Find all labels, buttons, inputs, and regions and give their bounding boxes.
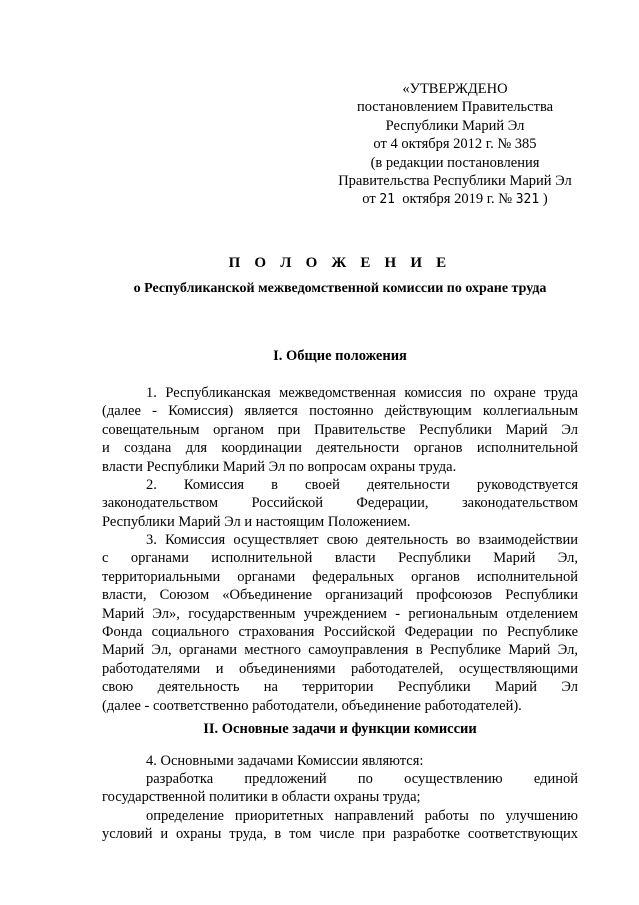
text-line: Фонда социального страхования Российской Федерации по Республике <box>102 624 578 641</box>
approval-line: постановлением Правительства <box>356 99 554 116</box>
text-line: 4. Основными задачами Комиссии являются: <box>146 753 424 769</box>
paragraph-1 <box>102 384 578 476</box>
text-line: и создана для координации деятельности органов исполнительной <box>102 440 578 457</box>
text-line: власти, Союзом «Объединение организаций профсоюзов Республики <box>102 587 578 604</box>
document-title: П О Л О Ж Е Н И Е <box>228 255 452 271</box>
amendment-day: 21 <box>379 192 395 208</box>
section-heading-2: II. Основные задачи и функции комиссии <box>203 721 477 737</box>
approval-line: Республики Марий Эл <box>385 117 525 134</box>
text-line: условий и охраны труда, в том числе при разработке соответствующих <box>102 826 578 843</box>
text-line: разработка предложений по осуществлению единой <box>146 771 578 787</box>
section-heading-1: I. Общие положения <box>273 348 407 364</box>
paragraph-5 <box>102 770 578 807</box>
text-line: (далее - соответственно работодатели, объединение работодателей). <box>102 697 522 714</box>
amendment-suffix: ) <box>542 191 548 208</box>
amendment-middle: октября 2019 г. № <box>402 191 513 208</box>
text-line: Марий Эл, органами местного самоуправления в Республике Марий Эл, <box>102 642 578 659</box>
text-line: власти Республики Марий Эл по вопросам охраны труда. <box>102 458 457 475</box>
amendment-number: 321 <box>515 192 540 208</box>
text-line: совещательным органом при Правительстве Республики Марий Эл <box>102 421 578 438</box>
approval-line: Правительства Республики Марий Эл <box>338 173 572 190</box>
text-line: 2. Комиссия в своей деятельности руководствуется <box>146 477 578 493</box>
document-subtitle: о Республиканской межведомственной комиссии по охране труда <box>133 281 547 296</box>
text-line: (далее - Комиссия) является постоянно действующим коллегиальным <box>102 403 578 420</box>
approval-line-amendment <box>318 190 592 209</box>
approval-line: от 4 октября 2012 г. № 385 <box>373 136 537 153</box>
text-line: работодателями и объединениями работодателей, осуществляющими <box>102 660 578 677</box>
approval-stamp <box>318 80 592 210</box>
approval-line: «УТВЕРЖДЕНО <box>402 81 508 97</box>
text-line: Марий Эл», государственным учреждением - региональным отделением <box>102 605 578 622</box>
paragraph-6 <box>102 807 578 844</box>
text-line: территориальными органами федеральных органов исполнительной <box>102 568 578 585</box>
text-line: свою деятельность на территории Республики Марий Эл <box>102 679 578 696</box>
text-line: 3. Комиссия осуществляет свою деятельность во взаимодействии <box>146 532 578 548</box>
text-line: государственной политики в области охраны труда; <box>102 789 421 806</box>
approval-line: (в редакции постановления <box>370 154 540 171</box>
paragraph-2 <box>102 476 578 531</box>
text-line: с органами исполнительной власти Республики Марий Эл, <box>102 550 578 567</box>
text-line: Республики Марий Эл и настоящим Положением. <box>102 513 411 530</box>
amendment-prefix: от <box>362 191 376 208</box>
paragraph-3 <box>102 531 578 715</box>
text-line: 1. Республиканская межведомственная комиссия по охране труда <box>146 385 578 401</box>
text-line: законодательством Российской Федерации, законодательством <box>102 495 578 512</box>
paragraph-4 <box>102 752 578 770</box>
text-line: определение приоритетных направлений работы по улучшению <box>146 808 578 824</box>
